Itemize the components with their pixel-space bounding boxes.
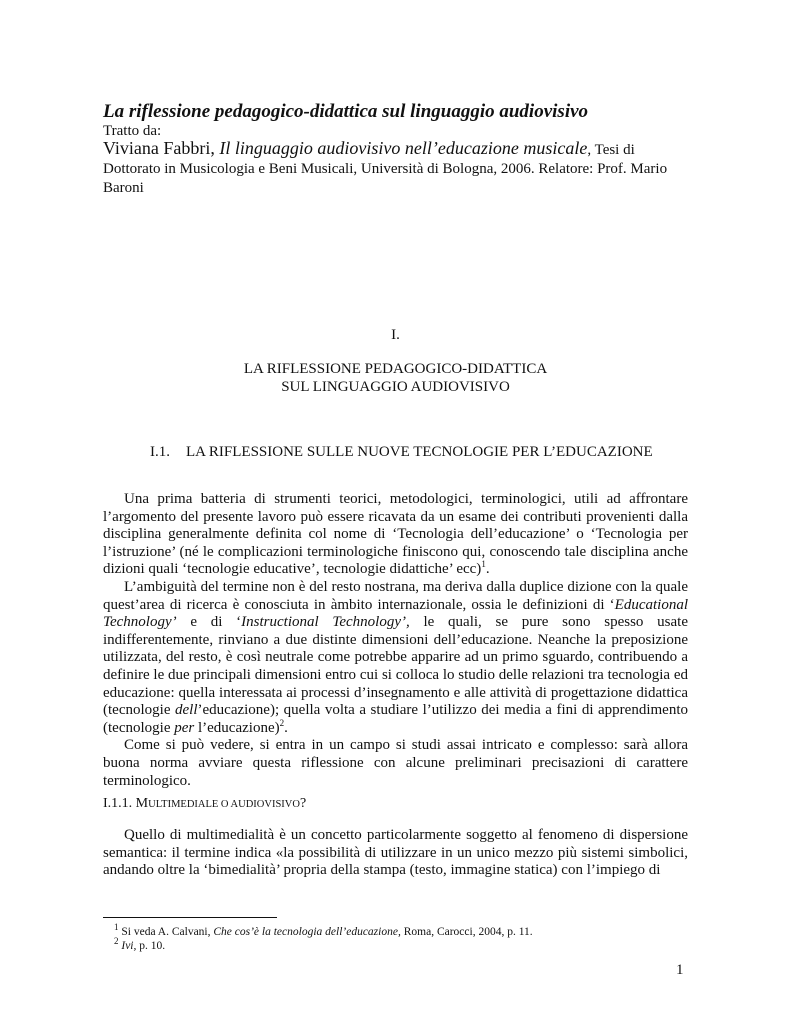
document-title: La riflessione pedagogico-didattica sul linguaggio audiovisivo — [103, 101, 589, 122]
source-book-title: Il linguaggio audiovisivo nell’educazione musicale — [219, 138, 588, 158]
paragraph-3: Come si può vedere, si entra in un campo si studi assai intricato e complesso: sarà allora buona norma avviare questa riflessione con alcune preliminari precisazioni di carattere terminologico. — [103, 737, 688, 789]
chapter-title-line-1: LA RIFLESSIONE PEDAGOGICO-DIDATTICA — [243, 361, 548, 377]
chapter-title — [103, 360, 688, 396]
chapter-number: I. — [391, 327, 400, 343]
footnote-1: $^1$ Si veda A. Calvani, Che cos’è la tecnologia dell’educazione, Roma, Carocci, 2004, p. 11. — [114, 922, 533, 938]
subsection-number: I.1.1. — [103, 796, 136, 811]
footnotes — [114, 922, 533, 953]
subsection-title: ULTIMEDIALE O AUDIOVISIVO — [148, 799, 300, 810]
page-number: 1 — [676, 962, 684, 978]
source-label: Tratto da: — [103, 123, 162, 139]
footnote-2: $^2$ Ivi, p. 10. — [114, 936, 166, 952]
section-heading — [150, 444, 653, 461]
footnote-separator — [103, 917, 277, 918]
footnote-ref-2: 2 — [279, 717, 285, 728]
subsection-heading: I.1.1. MULTIMEDIALE O AUDIOVISIVO? — [103, 796, 307, 811]
source-author: Viviana Fabbri, — [103, 138, 220, 158]
source-reference — [103, 139, 693, 198]
body-text-block — [103, 491, 688, 790]
paragraph-2: L’ambiguità del termine non è del resto nostrana, ma deriva dalla duplice dizione con la quale quest’area di ricerca è conosciuta in àmbito internazionale, ossia le definizioni di ‘Educational Technology’ e di ‘Instructional Technology’, le quali, se pure sono spesso usate indifferentemente, rinviano a due distinte dimensioni dell’educazione. Neanche la preposizione utilizzata, del resto, è così neutrale come potrebbe apparire ad un primo sguardo, contribuendo a definire le due principali dimensioni entro cui si colloca lo studio delle relazioni tra tecnologia ed educazione: quella interessata ai processi d’insegnamento e alle attività di progettazione didattica (tecnologie dell’educazione); quella volta a studiare l’utilizzo dei media a fini di apprendimento (tecnologie per l’educazione)$^2$. — [103, 578, 688, 736]
section-number: I.1. — [150, 444, 170, 460]
chapter-title-line-2: SUL LINGUAGGIO AUDIOVISIVO — [281, 379, 510, 395]
paragraph-4: Quello di multimedialità è un concetto particolarmente soggetto al fenomeno di dispersione semantica: il termine indica «la possibilità di utilizzare in un unico mezzo più sistemi simbolici, andando oltre la ‘bimedialità’ propria della stampa (testo, immagine statica) con l’impiego di — [103, 827, 688, 879]
body-text-block-2 — [103, 827, 688, 880]
section-title: LA RIFLESSIONE SULLE NUOVE TECNOLOGIE PER L’EDUCAZIONE — [186, 444, 653, 460]
paragraph-1: Una prima batteria di strumenti teorici, metodologici, terminologici, utili ad affrontare l’argomento del presente lavoro può essere ricavata da un esame dei contributi provenienti dalla disciplina generalmente definita col nome di ‘Tecnologia dell’educazione’ o ‘Tecnologia per l’istruzione’ (né le complicazioni terminologiche finiscono qui, conoscendo tale disciplina anche dizioni quali ‘tecnologie educative’, tecnologie didattiche’ ecc)$^1$. — [103, 491, 688, 578]
footnote-ref-1: 1 — [481, 559, 486, 570]
source-details: , Tesi di Dottorato in Musicologia e Beni Musicali, Università di Bologna, 2006. Relatore: Prof. Mario Baroni — [103, 142, 668, 196]
